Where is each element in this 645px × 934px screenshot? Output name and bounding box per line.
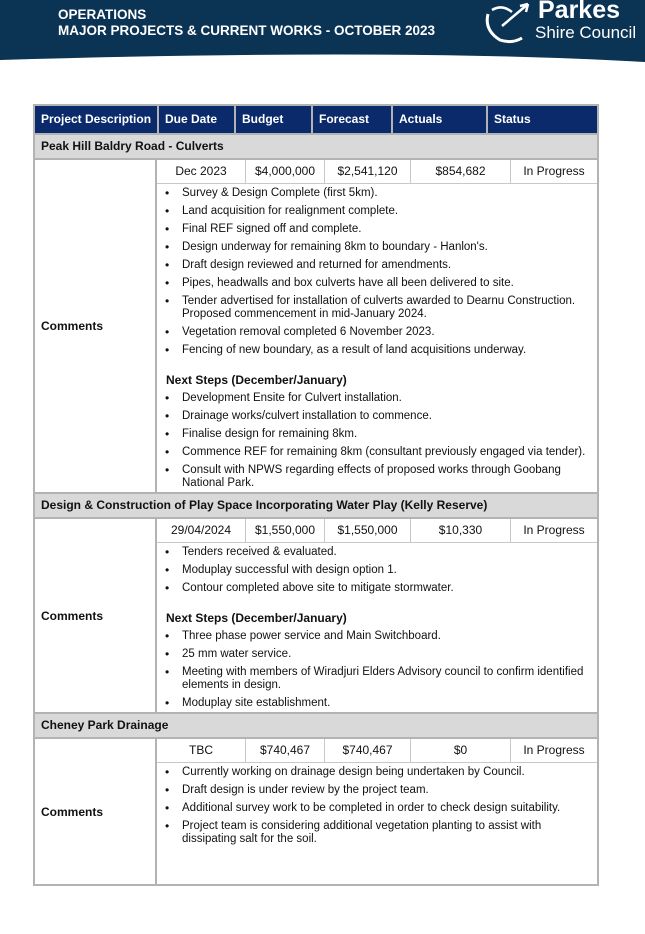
next-steps-heading: Next Steps (December/January)	[166, 611, 347, 625]
comments-label: Comments	[35, 519, 157, 712]
next-steps-list	[157, 630, 597, 710]
col-forecast: Forecast	[313, 106, 393, 133]
list-item: • Moduplay site establishment.	[182, 697, 591, 710]
list-item: • Draft design reviewed and returned for amendments.	[182, 259, 591, 272]
header-banner	[0, 0, 645, 62]
list-item: • Consult with NPWS regarding effects of proposed works through Goobang National Park.	[182, 464, 591, 490]
forecast-value: $740,467	[325, 739, 411, 762]
list-item: • Commence REF for remaining 8km (consultant previously engaged via tender).	[182, 446, 591, 459]
satellite-dish-icon	[482, 0, 538, 44]
logo-wordmark-shire: Shire Council	[535, 23, 637, 42]
due-date-value: 29/04/2024	[157, 519, 246, 542]
project-details	[35, 739, 597, 884]
list-item: • 25 mm water service.	[182, 648, 591, 661]
list-item: • Finalise design for remaining 8km.	[182, 428, 591, 441]
list-item: • Draft design is under review by the project team.	[182, 784, 591, 797]
status-value: In Progress	[523, 743, 585, 757]
list-item: • Project team is considering additional vegetation planting to assist with dissipating salt for the soil.	[182, 820, 591, 846]
forecast-value: $2,541,120	[325, 160, 411, 183]
list-item: • Tenders received & evaluated.	[182, 546, 591, 559]
project-title: Cheney Park Drainage	[35, 714, 597, 739]
col-status: Status	[494, 112, 531, 126]
due-date-value: TBC	[157, 739, 246, 762]
list-item: • Final REF signed off and complete.	[182, 223, 591, 236]
project-values-row	[157, 739, 597, 763]
department-title: OPERATIONS	[58, 7, 147, 22]
list-item: • Survey & Design Complete (first 5km).	[182, 187, 591, 200]
col-budget: Budget	[236, 106, 313, 133]
table-header-row	[35, 106, 597, 135]
status-value: In Progress	[523, 523, 585, 537]
project-title: Design & Construction of Play Space Incorporating Water Play (Kelly Reserve)	[35, 494, 597, 519]
next-steps-list	[157, 392, 597, 490]
comments-label: Comments	[35, 160, 157, 492]
budget-value: $4,000,000	[246, 160, 325, 183]
list-item: • Contour completed above site to mitigate stormwater.	[182, 582, 591, 595]
list-item: • Vegetation removal completed 6 November 2023.	[182, 326, 591, 339]
projects-table	[33, 104, 599, 886]
logo-wordmark-parkes: Parkes	[538, 0, 621, 24]
comments-label: Comments	[35, 739, 157, 884]
list-item: • Tender advertised for installation of culverts awarded to Dearnu Construction. Proposed commencement in mid-January 2024.	[182, 295, 591, 321]
list-item: • Drainage works/culvert installation to commence.	[182, 410, 591, 423]
list-item: • Meeting with members of Wiradjuri Elders Advisory council to confirm identified elements in design.	[182, 666, 591, 692]
progress-notes-list	[157, 766, 597, 846]
progress-notes-list	[157, 546, 597, 595]
actuals-value: $0	[411, 739, 511, 762]
project-values-row	[157, 160, 597, 184]
col-actuals: Actuals	[393, 106, 488, 133]
progress-notes-list	[157, 187, 597, 357]
col-project-description: Project Description	[35, 106, 159, 133]
list-item: • Land acquisition for realignment complete.	[182, 205, 591, 218]
list-item: • Development Ensite for Culvert installation.	[182, 392, 591, 405]
report-title: MAJOR PROJECTS & CURRENT WORKS - OCTOBER 2023	[58, 23, 436, 38]
actuals-value: $10,330	[411, 519, 511, 542]
list-item: • Currently working on drainage design being undertaken by Council.	[182, 766, 591, 779]
council-logo	[482, 0, 642, 44]
budget-value: $1,550,000	[246, 519, 325, 542]
actuals-value: $854,682	[411, 160, 511, 183]
project-values-row	[157, 519, 597, 543]
list-item: • Moduplay successful with design option 1.	[182, 564, 591, 577]
budget-value: $740,467	[246, 739, 325, 762]
next-steps-heading: Next Steps (December/January)	[166, 373, 347, 387]
project-details	[35, 519, 597, 714]
list-item: • Pipes, headwalls and box culverts have all been delivered to site.	[182, 277, 591, 290]
project-title: Peak Hill Baldry Road - Culverts	[35, 135, 597, 160]
project-details	[35, 160, 597, 494]
status-value: In Progress	[523, 164, 585, 178]
due-date-value: Dec 2023	[157, 160, 246, 183]
forecast-value: $1,550,000	[325, 519, 411, 542]
list-item: • Three phase power service and Main Switchboard.	[182, 630, 591, 643]
list-item: • Additional survey work to be completed in order to check design suitability.	[182, 802, 591, 815]
list-item: • Fencing of new boundary, as a result of land acquisitions underway.	[182, 344, 591, 357]
col-due-date: Due Date	[159, 106, 236, 133]
list-item: • Design underway for remaining 8km to boundary - Hanlon's.	[182, 241, 591, 254]
